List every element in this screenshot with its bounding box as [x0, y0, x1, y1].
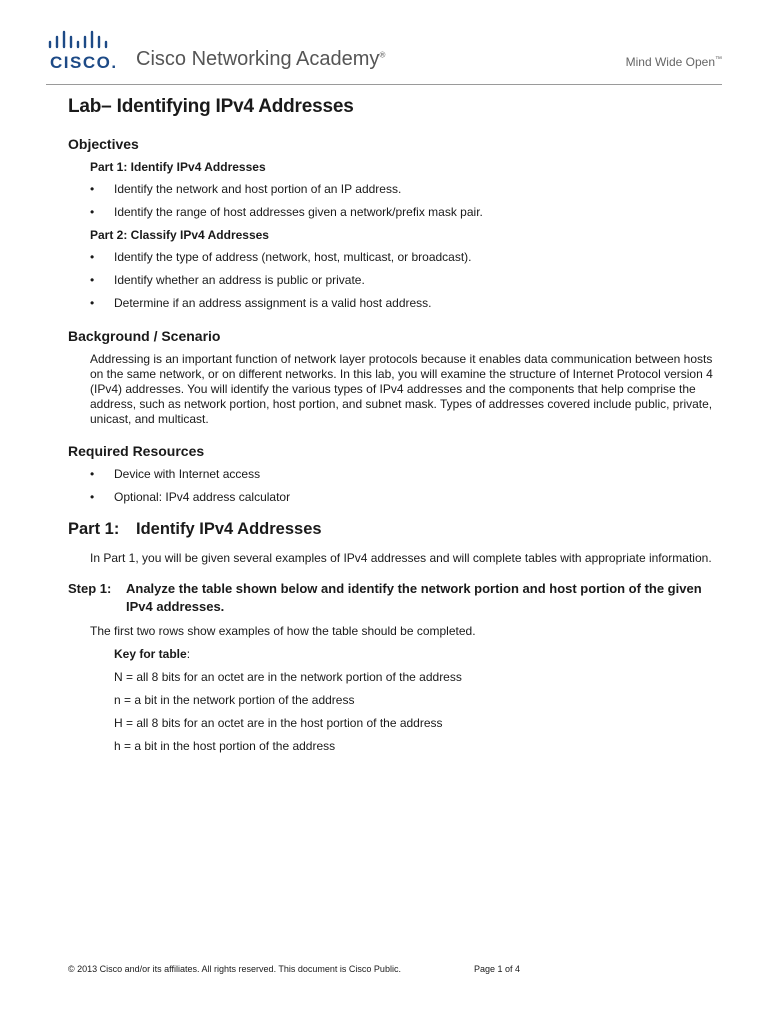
- objectives-part1-label: Part 1: Identify IPv4 Addresses: [90, 160, 266, 174]
- key-for-table-label: Key for table:: [114, 647, 191, 661]
- background-heading: Background / Scenario: [68, 328, 221, 344]
- footer-page-number: Page 1 of 4: [474, 964, 521, 974]
- part1-paragraph: In Part 1, you will be given several examples of IPv4 addresses and will complete tables with appropriate information.: [90, 551, 712, 565]
- list-item: • Identify whether an address is public or private.: [90, 273, 365, 287]
- key-line: h = a bit in the host portion of the address: [114, 739, 336, 753]
- page-footer: [68, 964, 521, 974]
- step1-paragraph: The first two rows show examples of how the table should be completed.: [90, 624, 476, 638]
- list-item: • Determine if an address assignment is a valid host address.: [90, 296, 432, 310]
- resources-heading: Required Resources: [68, 443, 205, 459]
- cisco-logo-bars-icon: [46, 30, 116, 50]
- list-item: • Optional: IPv4 address calculator: [90, 490, 291, 504]
- header-divider: [46, 84, 722, 85]
- list-item: • Identify the type of address (network, host, multicast, or broadcast).: [90, 250, 472, 264]
- list-item: • Identify the range of host addresses given a network/prefix mask pair.: [90, 205, 483, 219]
- step1-heading: Step 1: Analyze the table shown below and identify the network portion and host portion of the given IPv4 addresses.: [68, 581, 702, 614]
- objectives-part2-label: Part 2: Classify IPv4 Addresses: [90, 228, 269, 242]
- key-line: n = a bit in the network portion of the address: [114, 693, 355, 707]
- list-item: • Device with Internet access: [90, 467, 261, 481]
- cisco-logo-wordmark: CISCO.: [50, 53, 118, 72]
- tagline: Mind Wide Open™: [625, 55, 722, 69]
- document-body: [68, 96, 718, 762]
- page-header: [0, 0, 768, 86]
- page-title: Lab– Identifying IPv4 Addresses: [68, 96, 354, 117]
- list-item: • Identify the network and host portion of an IP address.: [90, 182, 402, 196]
- key-line: N = all 8 bits for an octet are in the network portion of the address: [114, 670, 462, 684]
- part1-heading: Part 1: Identify IPv4 Addresses: [68, 520, 322, 538]
- background-paragraph: Addressing is an important function of network layer protocols because it enables data communication between hosts on the same network, or on different networks. In this lab, you will examine the structure of Internet Protocol version 4 (IPv4) addresses. You will identify the various types of IPv4 addresses and the components that help comprise the address, such as network portion, host portion, and subnet mask. Types of addresses covered include public, private, unicast, and multicast.: [90, 352, 713, 426]
- objectives-heading: Objectives: [68, 136, 139, 152]
- key-line: H = all 8 bits for an octet are in the host portion of the address: [114, 716, 443, 730]
- footer-copyright: © 2013 Cisco and/or its affiliates. All rights reserved. This document is Cisco Public.: [68, 964, 401, 974]
- academy-name: Cisco Networking Academy®: [136, 48, 386, 70]
